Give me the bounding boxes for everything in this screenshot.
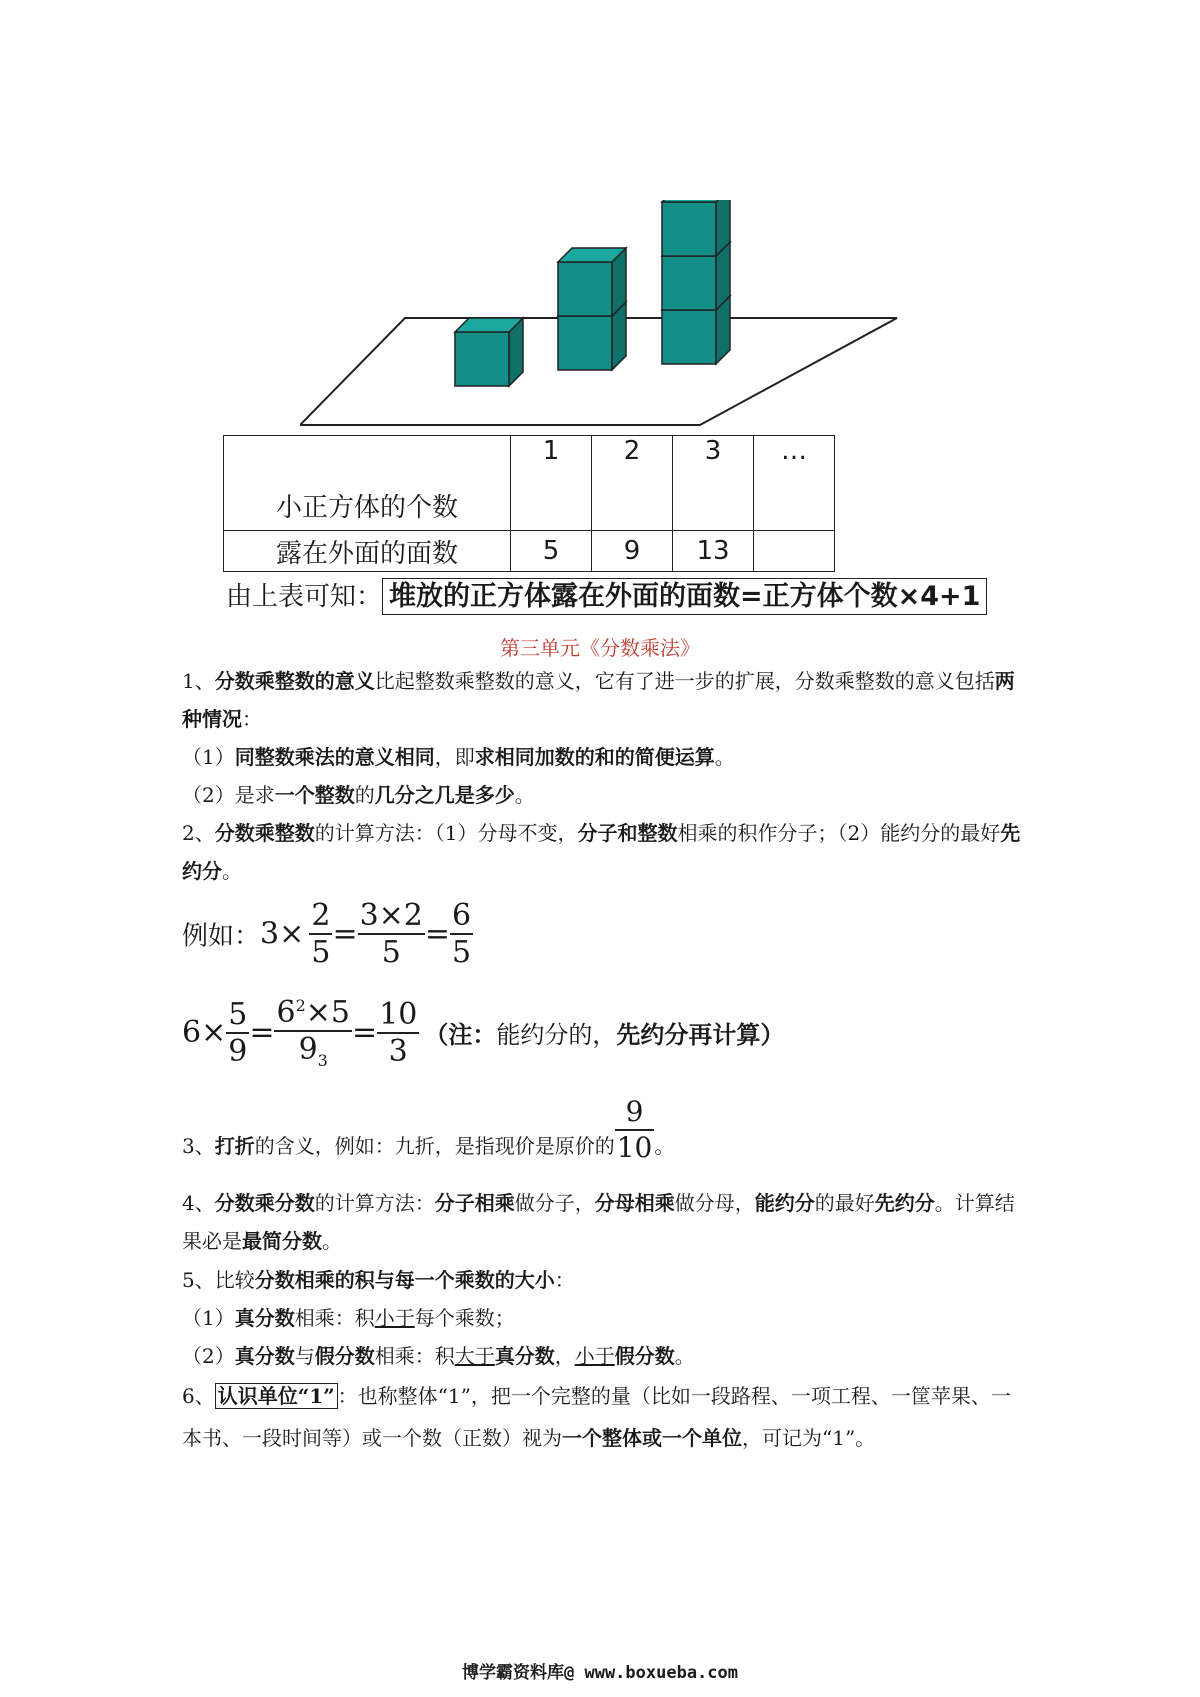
equals: = [249,1015,275,1050]
emphasis: 求相同加数的和的简便运算 [474,745,715,769]
underlined: 小于 [374,1306,415,1330]
face-cell: 13 [673,531,754,572]
text: 。 [222,859,242,883]
text: 。 [654,1134,675,1158]
paragraph-2 [182,814,1022,890]
fraction-nine-tenths [615,1095,655,1165]
text: ， [554,1344,575,1368]
text: ： [242,707,262,731]
text: ： [554,1268,575,1292]
text: 。 [674,1344,695,1368]
emphasis: 分母相乘 [594,1191,675,1215]
item-number: （2） [182,783,235,807]
text: ，可记为“1”。 [742,1426,876,1450]
num-rest: ×5 [305,995,350,1030]
paragraph-1 [182,662,1022,738]
text: 每个乘数； [414,1306,515,1330]
conclusion-formula: 堆放的正方体露在外面的面数=正方体个数×4+1 [382,578,987,615]
numerator: 2 [311,898,331,933]
item-number: （1） [182,1306,235,1330]
cube [558,248,626,316]
emphasis: 先约分 [182,821,1021,883]
cube [455,318,523,386]
text: 做分子， [514,1191,595,1215]
row-label-faces: 露在外面的面数 [224,531,511,572]
emphasis: 先约分 [874,1191,935,1215]
item-number: 6、 [182,1384,215,1408]
cube-stacks-figure [300,200,910,435]
text: 做分母， [674,1191,755,1215]
face-cell: 9 [592,531,673,572]
numerator: 3×2 [359,898,423,933]
emphasis: 真分数 [234,1344,295,1368]
expr: 6× [182,1015,227,1050]
text: 相乘：积 [294,1306,375,1330]
emphasis: 最简分数 [242,1229,322,1253]
numerator [274,995,352,1030]
emphasis: 几分之几是多少 [374,783,515,807]
text: 的 [354,783,375,807]
paragraph-1-1 [182,738,1022,776]
table-conclusion [226,574,987,613]
reduced-sub: 3 [317,1051,328,1070]
paragraph-5-1 [182,1299,1022,1337]
item-number: （1） [182,745,235,769]
text: 的含义，例如：九折，是指现价是原价的 [254,1134,615,1158]
text: 。 [514,783,535,807]
denominator: 5 [358,933,425,970]
text: 相乘的积作分子；（2）能约分的最好 [677,821,1001,845]
text: 与 [294,1344,315,1368]
num-base: 6 [276,995,296,1030]
count-cell: 1 [511,436,592,531]
emphasis: 假分数 [314,1344,375,1368]
paragraph-5 [182,1261,1022,1299]
text: ：也称整体“1”，把一个完整的量（比如一段路程、一项工程、一筐苹果、一本书、一段时间等）或一个数（正数）视为 [182,1384,1011,1450]
item-number: 2、 [182,821,215,845]
numerator: 9 [625,1095,644,1128]
boxed-term: 认识单位“1” [215,1383,338,1409]
emphasis: 真分数 [234,1306,295,1330]
cube-stack [455,318,523,386]
text: 。 [322,1229,342,1253]
example-label: 例如： [182,921,261,952]
count-cell: 3 [673,436,754,531]
note-close: ） [760,1021,785,1049]
text: 比起整数乘整数的意义，它有了进一步的扩展，分数乘整数的意义包括 [374,669,995,693]
item-number: 3、 [182,1134,215,1158]
cube-stack [662,200,730,364]
example-1 [182,898,473,970]
reduced-sup: 2 [295,996,306,1015]
fraction [377,997,419,1069]
numerator: 10 [379,996,418,1032]
text: 的最好 [814,1191,875,1215]
paragraph-6 [182,1375,1022,1459]
paragraph-5-2 [182,1337,1022,1375]
denominator: 5 [311,935,331,970]
cube-stack [558,248,626,370]
emphasis: 分数相乘的积与每一个乘数的大小 [254,1268,555,1292]
text: 相乘：积 [374,1344,455,1368]
row-label-count: 小正方体的个数 [224,436,511,531]
emphasis: 同整数乘法的意义相同 [234,745,435,769]
emphasis: 能约分 [754,1191,815,1215]
fraction [358,898,425,970]
equals: = [424,916,451,952]
denominator: 10 [616,1131,653,1164]
item-number: 4、 [182,1191,215,1215]
text: 比较 [214,1268,255,1292]
unit-title: 第三单元《分数乘法》 [500,636,700,660]
denominator [274,1030,352,1070]
example-2 [182,995,784,1070]
emphasis: 两种情况 [182,669,1015,731]
count-cell: … [754,436,835,531]
equals: = [351,1015,378,1050]
underlined: 小于 [574,1344,615,1368]
face-cell [754,531,835,572]
item-number: 5、 [182,1268,215,1292]
text: ，即 [434,745,475,769]
conclusion-prefix: 由上表可知： [226,582,383,612]
note-text: 能约分的， [496,1021,617,1049]
emphasis: 分子相乘 [434,1191,515,1215]
text: 。 [714,745,735,769]
note-open: （注： [424,1021,497,1049]
footer-watermark: 博学霸资料库@ www.boxueba.com [462,1663,738,1683]
emphasis: 分子和整数 [577,821,678,845]
cube-face-table [223,435,835,572]
paragraph-1-2 [182,776,1022,814]
emphasis: 一个整数 [274,783,355,807]
emphasis: 假分数 [614,1344,675,1368]
emphasis: 分数乘分数 [214,1191,315,1215]
fraction [450,898,473,970]
text: 。计算结果必是 [182,1191,1015,1253]
equals: = [332,916,358,952]
numerator: 5 [228,996,248,1032]
paragraph-4 [182,1184,1022,1260]
face-cell: 5 [511,531,592,572]
denominator: 5 [452,935,472,970]
emphasis: 分数乘整数 [214,821,315,845]
note-bold: 先约分再计算 [616,1021,761,1049]
den-base: 9 [298,1032,318,1067]
emphasis: 一个整体或一个单位 [562,1426,742,1450]
fraction [309,898,332,970]
fraction [226,997,249,1069]
underlined: 大于 [454,1344,495,1368]
text: 的计算方法：（1）分母不变， [314,821,578,845]
emphasis: 真分数 [494,1344,555,1368]
count-cell: 2 [592,436,673,531]
example-note [424,1021,784,1049]
denominator: 3 [377,1032,419,1069]
cube-stacks [455,200,730,386]
item-number: 1、 [182,669,215,693]
emphasis: 打折 [214,1134,255,1158]
fraction [274,995,352,1070]
text: 的计算方法： [314,1191,435,1215]
numerator: 6 [452,898,472,933]
term: 分数乘整数的意义 [214,669,375,693]
expr: 3× [260,916,305,952]
denominator: 9 [228,1033,248,1069]
paragraph-3 [182,1095,1022,1165]
cube [662,200,730,256]
item-number: （2） [182,1344,235,1368]
text: 是求 [234,783,275,807]
